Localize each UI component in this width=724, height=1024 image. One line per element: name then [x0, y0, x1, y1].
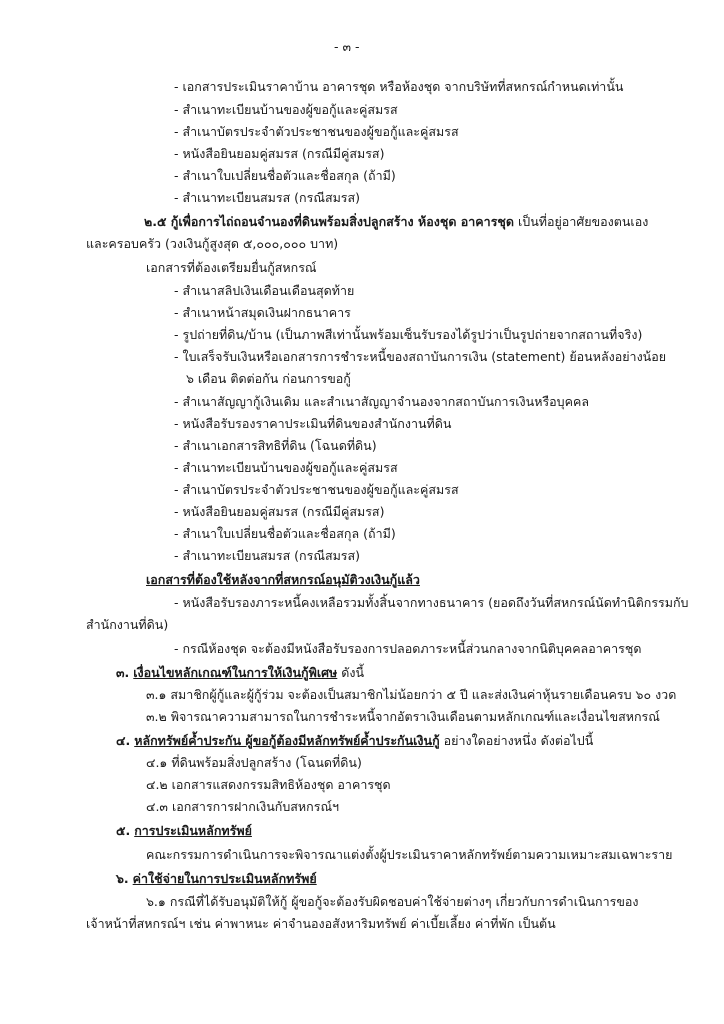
section-4-item: ๔.๒ เอกสารแสดงกรรมสิทธิห้องชุด อาคารชุด — [146, 777, 391, 792]
section-6-number: ๖. — [116, 871, 129, 886]
list-item: - สำเนาทะเบียนสมรส (กรณีสมรส) — [174, 548, 361, 563]
section-6-line: เจ้าหน้าที่สหกรณ์ฯ เช่น ค่าพาหนะ ค่าจำนองอสังหาริมทรัพย์ ค่าเบี้ยเลี้ยง ค่าที่พัก เป็นต้น — [86, 916, 556, 931]
list-item: - สำเนาเอกสารสิทธิที่ดิน (โฉนดที่ดิน) — [174, 438, 377, 453]
section-3-number: ๓. — [116, 665, 130, 680]
list-item: - เอกสารประเมินราคาบ้าน อาคารชุด หรือห้องชุด จากบริษัทที่สหกรณ์กำหนดเท่านั้น — [174, 79, 624, 94]
docs-intro: เอกสารที่ต้องเตรียมยื่นกู้สหกรณ์ — [146, 260, 317, 275]
section-2-5-heading — [144, 213, 648, 231]
list-item: - หนังสือยินยอมคู่สมรส (กรณีมีคู่สมรส) — [174, 504, 385, 519]
list-item: - สำเนาหน้าสมุดเงินฝากธนาคาร — [174, 305, 351, 320]
list-item: - รูปถ่ายที่ดิน/บ้าน (เป็นภาพสีเท่านั้นพร้อมเซ็นรับรองได้รูปว่าเป็นรูปถ่ายจากสถานที่จริง) — [174, 327, 643, 342]
section-5-heading — [116, 822, 252, 840]
section-3-suffix: ดังนี้ — [337, 665, 365, 680]
list-item: - สำเนาสัญญากู้เงินเดิม และสำเนาสัญญาจำนองจากสถาบันการเงินหรือบุคคล — [174, 394, 589, 409]
section-4-item: ๔.๓ เอกสารการฝากเงินกับสหกรณ์ฯ — [146, 799, 340, 814]
list-item: - สำเนาใบเปลี่ยนชื่อตัวและชื่อสกุล (ถ้ามี) — [174, 168, 396, 183]
section-4-item: ๔.๑ ที่ดินพร้อมสิ่งปลูกสร้าง (โฉนดที่ดิน) — [146, 755, 362, 770]
section-6-title: ค่าใช้จ่ายในการประเมินหลักทรัพย์ — [132, 871, 317, 886]
list-item-continuation: ๖ เดือน ติดต่อกัน ก่อนการขอกู้ — [186, 371, 351, 386]
list-item: - กรณีห้องชุด จะต้องมีหนังสือรับรองการปลอดภาระหนี้ส่วนกลางจากนิติบุคคลอาคารชุด — [174, 641, 642, 656]
list-item-continuation: สำนักงานที่ดิน) — [86, 617, 169, 632]
section-2-5-title: ๒.๕ กู้เพื่อการไถ่ถอนจำนองที่ดินพร้อมสิ่งปลูกสร้าง ห้องชุด อาคารชุด — [144, 214, 515, 229]
section-3-title: เงื่อนไขหลักเกณฑ์ในการให้เงินกู้พิเศษ — [133, 665, 338, 680]
section-4-title: หลักทรัพย์ค้ำประกัน ผู้ขอกู้ต้องมีหลักทรัพย์ค้ำประกันเงินกู้ — [134, 733, 440, 748]
list-item: - สำเนาทะเบียนบ้านของผู้ขอกู้และคู่สมรส — [174, 102, 398, 117]
section-5-title: การประเมินหลักทรัพย์ — [134, 823, 252, 838]
section-5-number: ๕. — [116, 823, 131, 838]
section-5-body: คณะกรรมการดำเนินการจะพิจารณาแต่งตั้งผู้ประเมินราคาหลักทรัพย์ตามความเหมาะสมเฉพาะราย — [146, 847, 673, 862]
after-approval-heading: เอกสารที่ต้องใช้หลังจากที่สหกรณ์อนุมัติวงเงินกู้แล้ว — [146, 572, 420, 587]
section-3-item: ๓.๒ พิจารณาความสามารถในการชำระหนี้จากอัตราเงินเดือนตามหลักเกณฑ์และเงื่อนไขสหกรณ์ — [146, 709, 660, 724]
list-item: - หนังสือรับรองราคาประเมินที่ดินของสำนักงานที่ดิน — [174, 416, 452, 431]
list-item: - สำเนาใบเปลี่ยนชื่อตัวและชื่อสกุล (ถ้ามี) — [174, 526, 396, 541]
page-number: - ๓ - — [334, 39, 360, 54]
section-6-line: ๖.๑ กรณีที่ได้รับอนุมัติให้กู้ ผู้ขอกู้จะต้องรับผิดชอบค่าใช้จ่ายต่างๆ เกี่ยวกับการดำเนินการของ — [146, 894, 639, 909]
section-3-item: ๓.๑ สมาชิกผู้กู้และผู้กู้ร่วม จะต้องเป็นสมาชิกไม่น้อยกว่า ๕ ปี และส่งเงินค่าหุ้นรายเดือนครบ ๖๐ งวด — [146, 687, 677, 702]
section-3-heading — [116, 664, 364, 682]
list-item: - สำเนาบัตรประจำตัวประชาชนของผู้ขอกู้และคู่สมรส — [174, 124, 459, 139]
section-4-heading — [116, 732, 593, 750]
section-2-5-title-rest: เป็นที่อยู่อาศัยของตนเอง — [514, 214, 649, 229]
section-6-heading — [116, 870, 317, 888]
list-item: - สำเนาบัตรประจำตัวประชาชนของผู้ขอกู้และคู่สมรส — [174, 482, 459, 497]
section-4-number: ๔. — [116, 733, 131, 748]
list-item: - ใบเสร็จรับเงินหรือเอกสารการชำระหนี้ของสถาบันการเงิน (statement) ย้อนหลังอย่างน้อย — [174, 349, 667, 364]
section-2-5-heading-line2: และครอบครัว (วงเงินกู้สูงสุด ๕,๐๐๐,๐๐๐ บาท) — [86, 236, 339, 251]
list-item: - หนังสือยินยอมคู่สมรส (กรณีมีคู่สมรส) — [174, 146, 385, 161]
list-item: - สำเนาทะเบียนบ้านของผู้ขอกู้และคู่สมรส — [174, 460, 398, 475]
list-item: - สำเนาทะเบียนสมรส (กรณีสมรส) — [174, 190, 361, 205]
list-item: - สำเนาสลิปเงินเดือนเดือนสุดท้าย — [174, 283, 355, 298]
list-item: - หนังสือรับรองภาระหนี้คงเหลือรวมทั้งสิ้นจากทางธนาคาร (ยอดถึงวันที่สหกรณ์นัดทำนิติกรรมกับ — [174, 595, 689, 610]
section-4-suffix: อย่างใดอย่างหนึ่ง ดังต่อไปนี้ — [439, 733, 594, 748]
